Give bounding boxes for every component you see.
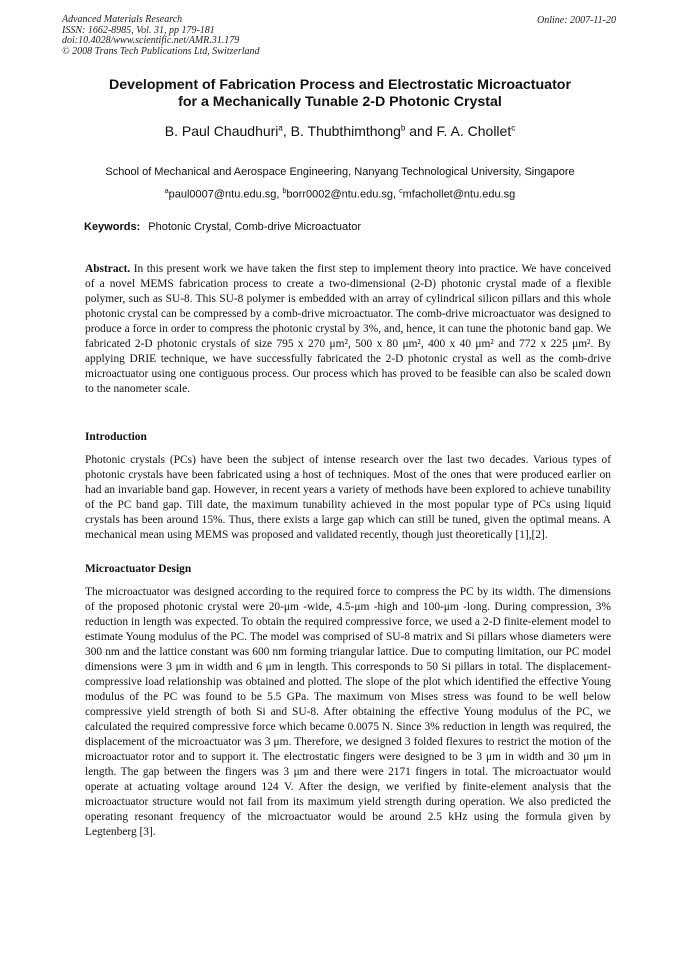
email-2: borr0002@ntu.edu.sg,: [286, 188, 400, 201]
author-list: [60, 123, 620, 139]
author-separator: ,: [282, 123, 291, 139]
author-3-mark: c: [511, 123, 516, 133]
design-text: The microactuator was designed according to the required force to compress the PC by its width. The dimensions of the proposed photonic crystal were 20-μm -wide, 4.5-μm -high and 100-μm -long. During compression, 3% reduction in length was expected. To obtain the required compressive force, we used a 2-D finite-element model to estimate Young modulus of the PC. The model was comprised of SU-8 matrix and Si pillars whose diameters were 300 nm and the lattice constant was 600 nm forming triangular lattice. Due to computing limitation, our PC model dimensions were 3 μm in width and 6 μm in length. This corresponds to 50 Si pillars in total. The displacement-compressive load relationship was obtained and plotted. The slope of the plot which identified the effective Young modulus of the PC was found to be 5.5 GPa. The maximum von Mises stress was found to be well below compressive yield strength of both Si and SU-8. After obtaining the effective Young modulus of the PC, we calculated the required compressive force which became 0.0075 N. Since 3% reduction in length was required, the displacement of the microactuator was 3 μm. Therefore, we designed 3 folded flexures to restrict the motion of the microactuator rotor and to support it. The electrostatic fingers were designed to be 3 μm in width and 30 μm in length. The gap between the fingers was 3 μm and there were 2171 fingers in total. The microactuator would operate at actuating voltage around 124 V. After the design, we verified by finite-element analysis that the microactuator structure would not fail from its maximum yield strength during operation. We also predicted the operating resonant frequency of the microactuator would be around 2.5 kHz using the formula given by Legtenberg [3].: [85, 586, 611, 838]
copyright: © 2008 Trans Tech Publications Ltd, Switzerland: [62, 45, 260, 57]
abstract-text: In this present work we have taken the first step to implement theory into practice. We have conceived of a novel MEMS fabrication process to create a two-dimensional (2-D) photonic crystal made of a flexible polymer, such as SU-8. This SU-8 polymer is embedded with an array of cylindrical silicon pillars and this whole photonic crystal can be compressed by a comb-drive microactuator. The comb-drive microactuator was designed to produce a force in order to compress the photonic crystal by 3%, and, hence, it can tune the photonic band gap. We fabricated 2-D photonic crystals of size 795 x 270 μm², 500 x 80 μm², 400 x 40 μm² and 772 x 225 μm². By applying DRIE technique, we have successfully fabricated the 2-D photonic crystal as well as the comb-drive microactuator using one contiguous process. Our process which has proved to be feasible can also be scaled down to the nanometer scale.: [85, 263, 611, 395]
paper-title: [60, 77, 620, 111]
title-line-1: Development of Fabrication Process and Electrostatic Microactuator: [108, 77, 571, 93]
journal-name: Advanced Materials Research: [62, 14, 183, 25]
affiliation-block: [40, 163, 640, 205]
doi: doi:10.4028/www.scientific.net/AMR.31.179: [62, 35, 240, 46]
title-line-2: for a Mechanically Tunable 2-D Photonic Crystal: [178, 94, 502, 110]
introduction-text: Photonic crystals (PCs) have been the subject of intense research over the last two decades. Various types of photonic crystals have been fabricated using a host of techniques. Most of the ones that were produced earlier on had an invariable band gap. However, in recent years a variety of methods have been explored to achieve tunability of the PC band gap. Till date, the maximum tunability achieved in the most popular type of PCs using liquid crystals has been around 15%. Thus, there exists a large gap which can still be tuned, given the optimal means. A mechanical mean using MEMS was proposed and validated recently, though just theoretically [1],[2].: [85, 454, 611, 541]
author-2: B. Thubthimthong: [290, 123, 401, 139]
introduction-heading: Introduction: [85, 431, 147, 443]
email-3: mfachollet@ntu.edu.sg: [402, 188, 516, 201]
design-heading: Microactuator Design: [85, 563, 192, 575]
abstract-label: Abstract.: [85, 263, 131, 275]
keywords-value: Photonic Crystal, Comb-drive Microactuator: [148, 221, 361, 233]
author-1: B. Paul Chaudhuri: [164, 123, 279, 139]
author-separator: and: [405, 123, 437, 139]
email-2-mark: b: [282, 188, 287, 195]
abstract: [85, 262, 611, 397]
email-1: paul0007@ntu.edu.sg,: [168, 188, 283, 201]
keywords-label: Keywords:: [84, 221, 141, 233]
email-1-mark: a: [164, 188, 169, 195]
issn: ISSN: 1662-8985, Vol. 31, pp 179-181: [62, 24, 215, 36]
affiliation: School of Mechanical and Aerospace Engineering, Nanyang Technological University, Singapore: [105, 166, 575, 178]
author-3: F. A. Chollet: [436, 123, 512, 139]
journal-metadata: [62, 15, 260, 57]
author-1-mark: a: [278, 123, 283, 133]
keywords: [84, 221, 361, 233]
author-2-mark: b: [400, 123, 406, 133]
email-3-mark: c: [399, 188, 403, 195]
email-list: [40, 182, 640, 205]
online-date: Online: 2007-11-20: [537, 15, 616, 26]
